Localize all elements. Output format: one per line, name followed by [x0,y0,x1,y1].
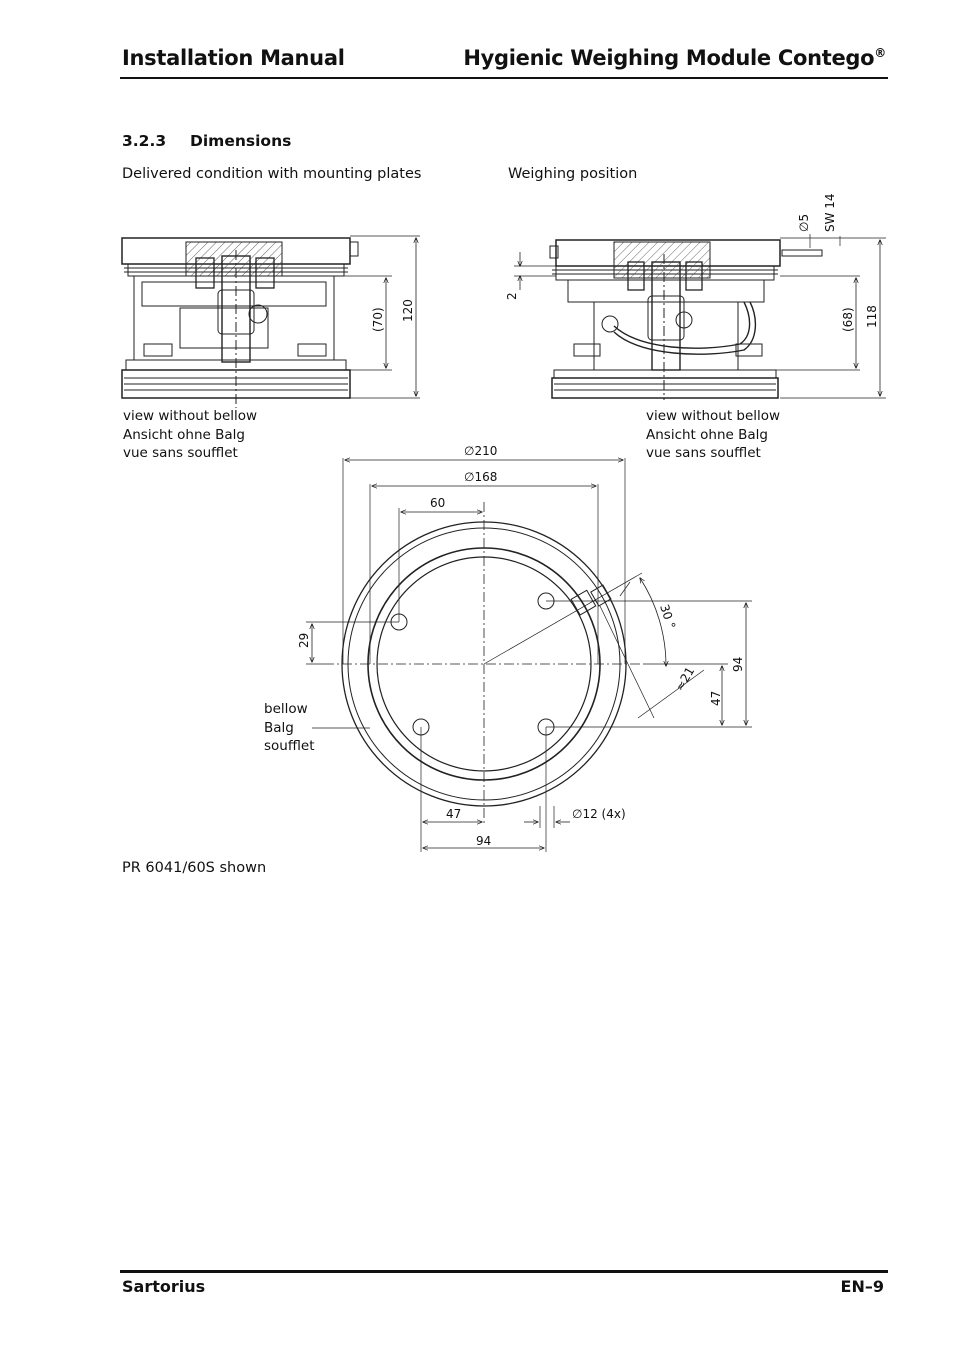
caption-weighing: Weighing position [508,166,638,182]
note-right-line-1: view without bellow [646,408,781,424]
dim-30deg: 30 ° [657,602,679,631]
note-right-line-3: vue sans soufflet [646,445,761,461]
section-title: Dimensions [190,132,292,150]
dim-d210: ∅210 [464,444,498,458]
dim-d168: ∅168 [464,470,498,484]
note-right [646,407,780,463]
dim-120: 120 [401,299,415,322]
top-view [306,458,752,852]
note-left-line-2: Ansicht ohne Balg [123,426,245,443]
note-left-line-3: vue sans soufflet [123,445,238,461]
dim-60: 60 [430,496,446,510]
note-left-line-1: view without bellow [123,408,258,424]
note-bellow-line-3: soufflet [264,738,315,754]
dim-d5: ∅5 [797,213,811,232]
header-title-left: Installation Manual [122,46,345,70]
note-bellow-line-2: Balg [264,719,294,736]
footer-brand: Sartorius [122,1277,206,1296]
note-left [123,407,257,463]
dim-d12: ∅12 (4x) [572,807,626,821]
dim-47-right: 47 [709,690,723,706]
header-title-right-text: Hygienic Weighing Module Contego [463,46,875,70]
side-view-weighing [514,234,886,400]
dim-2: 2 [505,292,519,300]
dim-94-right: 94 [731,656,745,672]
dim-21: ≈21 [672,664,698,694]
footer-rule [120,1270,888,1273]
dim-29: 29 [297,632,311,648]
page-number: EN–9 [840,1277,884,1296]
model-shown-note: PR 6041/60S shown [122,860,267,876]
dim-sw14: SW 14 [823,193,837,232]
dim-47-bottom: 47 [446,807,462,821]
dim-118: 118 [865,305,879,328]
dim-70: (70) [371,307,385,332]
dim-94-bottom: 94 [476,834,492,848]
dim-68: (68) [841,307,855,332]
note-bellow [264,700,315,756]
note-right-line-2: Ansicht ohne Balg [646,426,768,443]
section-number: 3.2.3 [122,132,167,150]
note-bellow-line-1: bellow [264,701,308,717]
caption-delivered: Delivered condition with mounting plates [122,166,422,182]
registered-mark: ® [874,46,886,60]
